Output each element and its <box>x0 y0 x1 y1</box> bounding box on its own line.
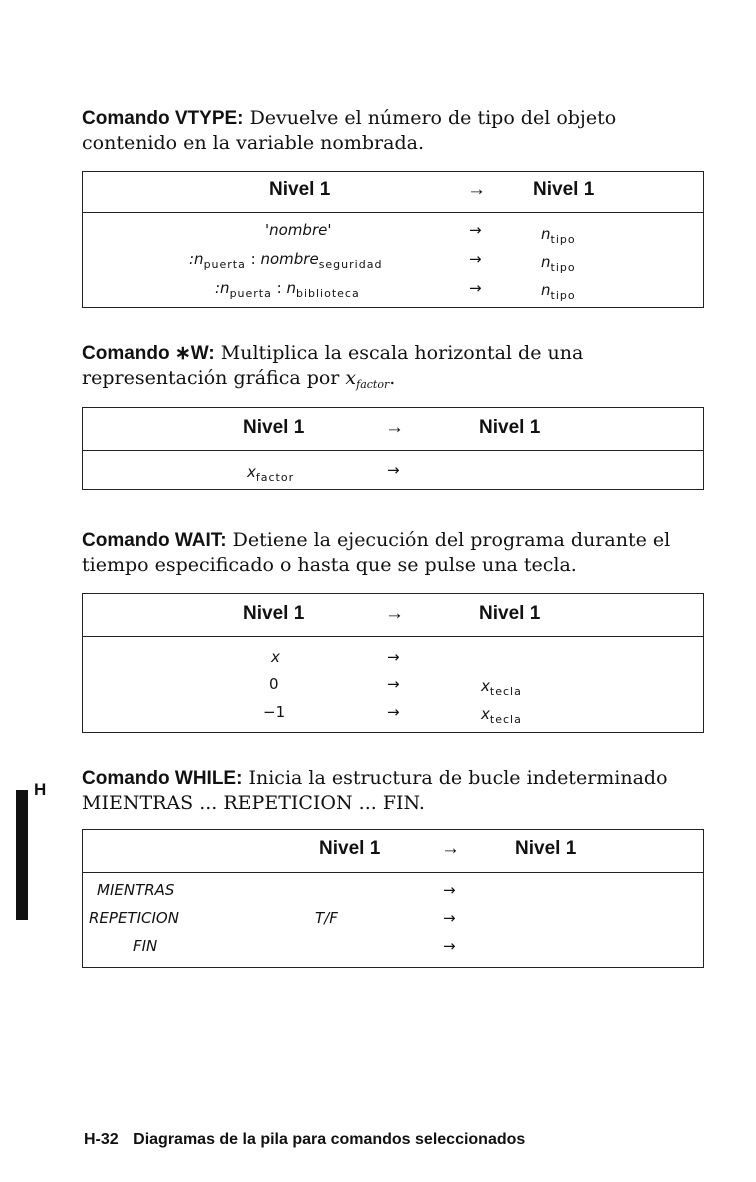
while-row1-keyword: MIENTRAS <box>97 881 175 899</box>
vtype-stack-table <box>82 171 704 308</box>
wait-row3-in: −1 <box>263 703 286 721</box>
vtype-row1-arrow: → <box>469 221 482 239</box>
vtype-description: Devuelve el número de tipo del objeto contenido en la variable nombrada. <box>82 107 617 154</box>
wait-description: Detiene la ejecución del programa durante el tiempo especificado o hasta que se pulse una tecla. <box>82 529 671 576</box>
wait-row3-out: $x_{tecla}$ <box>481 705 522 726</box>
while-row2-arrow: → <box>443 909 456 927</box>
vtype-row3-arrow: → <box>469 279 482 297</box>
wait-stack-table <box>82 593 704 733</box>
while-row2-in: T/F <box>315 909 338 927</box>
vtype-row3-out: $n_{tipo}$ <box>541 281 576 302</box>
wait-header-in: Nivel 1 <box>243 603 305 624</box>
while-intro <box>82 766 704 816</box>
while-header-in: Nivel 1 <box>319 838 381 859</box>
wait-row2-out: $x_{tecla}$ <box>481 677 522 698</box>
w-header-out: Nivel 1 <box>479 417 541 438</box>
w-row1-in: $x_{factor}$ <box>247 463 295 484</box>
vtype-row2-arrow: → <box>469 250 482 268</box>
section-while <box>82 766 704 968</box>
wait-row1-arrow: → <box>387 648 400 666</box>
while-stack-table <box>82 829 704 968</box>
page-footer <box>84 1131 525 1149</box>
wait-row2-in: 0 <box>269 675 279 693</box>
vtype-header-arrow: → <box>467 179 486 200</box>
vtype-command-label: Comando VTYPE: <box>82 108 244 129</box>
wait-intro <box>82 528 704 578</box>
section-wait <box>82 528 704 733</box>
w-header-arrow: → <box>385 417 404 438</box>
vtype-header-in: Nivel 1 <box>269 179 331 200</box>
while-header-out: Nivel 1 <box>515 838 577 859</box>
while-row3-keyword: FIN <box>133 937 158 955</box>
w-intro <box>82 341 704 391</box>
while-row2-keyword: REPETICION <box>89 909 179 927</box>
chapter-tab-bar <box>16 790 28 920</box>
vtype-table-header <box>83 172 703 213</box>
while-description: Inicia la estructura de bucle indeterminado MIENTRAS ... REPETICION ... FIN. <box>82 767 668 814</box>
page-number: H-32 <box>84 1131 119 1148</box>
wait-row2-arrow: → <box>387 675 400 693</box>
w-description: Multiplica la escala horizontal de una representación gráfica por <box>82 342 584 389</box>
w-command-label: Comando ∗W: <box>82 343 215 364</box>
wait-table-header <box>83 594 703 637</box>
chapter-tab-letter: H <box>34 780 47 799</box>
vtype-row2-in: $:n_{puerta}$ : nombre$_{seguridad}$ <box>189 250 383 271</box>
w-table-header <box>83 408 703 451</box>
wait-header-out: Nivel 1 <box>479 603 541 624</box>
w-header-in: Nivel 1 <box>243 417 305 438</box>
wait-row3-arrow: → <box>387 703 400 721</box>
while-command-label: Comando WHILE: <box>82 768 243 789</box>
while-row3-arrow: → <box>443 937 456 955</box>
while-header-arrow: → <box>441 838 460 859</box>
wait-header-arrow: → <box>385 603 404 624</box>
w-row1-arrow: → <box>387 461 400 479</box>
vtype-row1-in: 'nombre' <box>265 221 332 239</box>
wait-row1-in: x <box>271 648 280 666</box>
vtype-row2-out: $n_{tipo}$ <box>541 253 576 274</box>
vtype-header-out: Nivel 1 <box>533 179 595 200</box>
section-vtype <box>82 106 704 308</box>
w-description-end: . <box>389 367 396 389</box>
vtype-intro <box>82 106 704 156</box>
w-description-var: $x_{factor}$ <box>345 367 390 391</box>
while-row1-arrow: → <box>443 881 456 899</box>
w-stack-table <box>82 407 704 490</box>
vtype-row1-out: $n_{tipo}$ <box>541 225 576 246</box>
section-w <box>82 341 704 490</box>
while-table-header <box>83 830 703 873</box>
vtype-row3-in: $:n_{puerta}$ : $n_{biblioteca}$ <box>215 279 360 300</box>
wait-command-label: Comando WAIT: <box>82 530 227 551</box>
footer-title: Diagramas de la pila para comandos seleccionados <box>133 1131 526 1148</box>
